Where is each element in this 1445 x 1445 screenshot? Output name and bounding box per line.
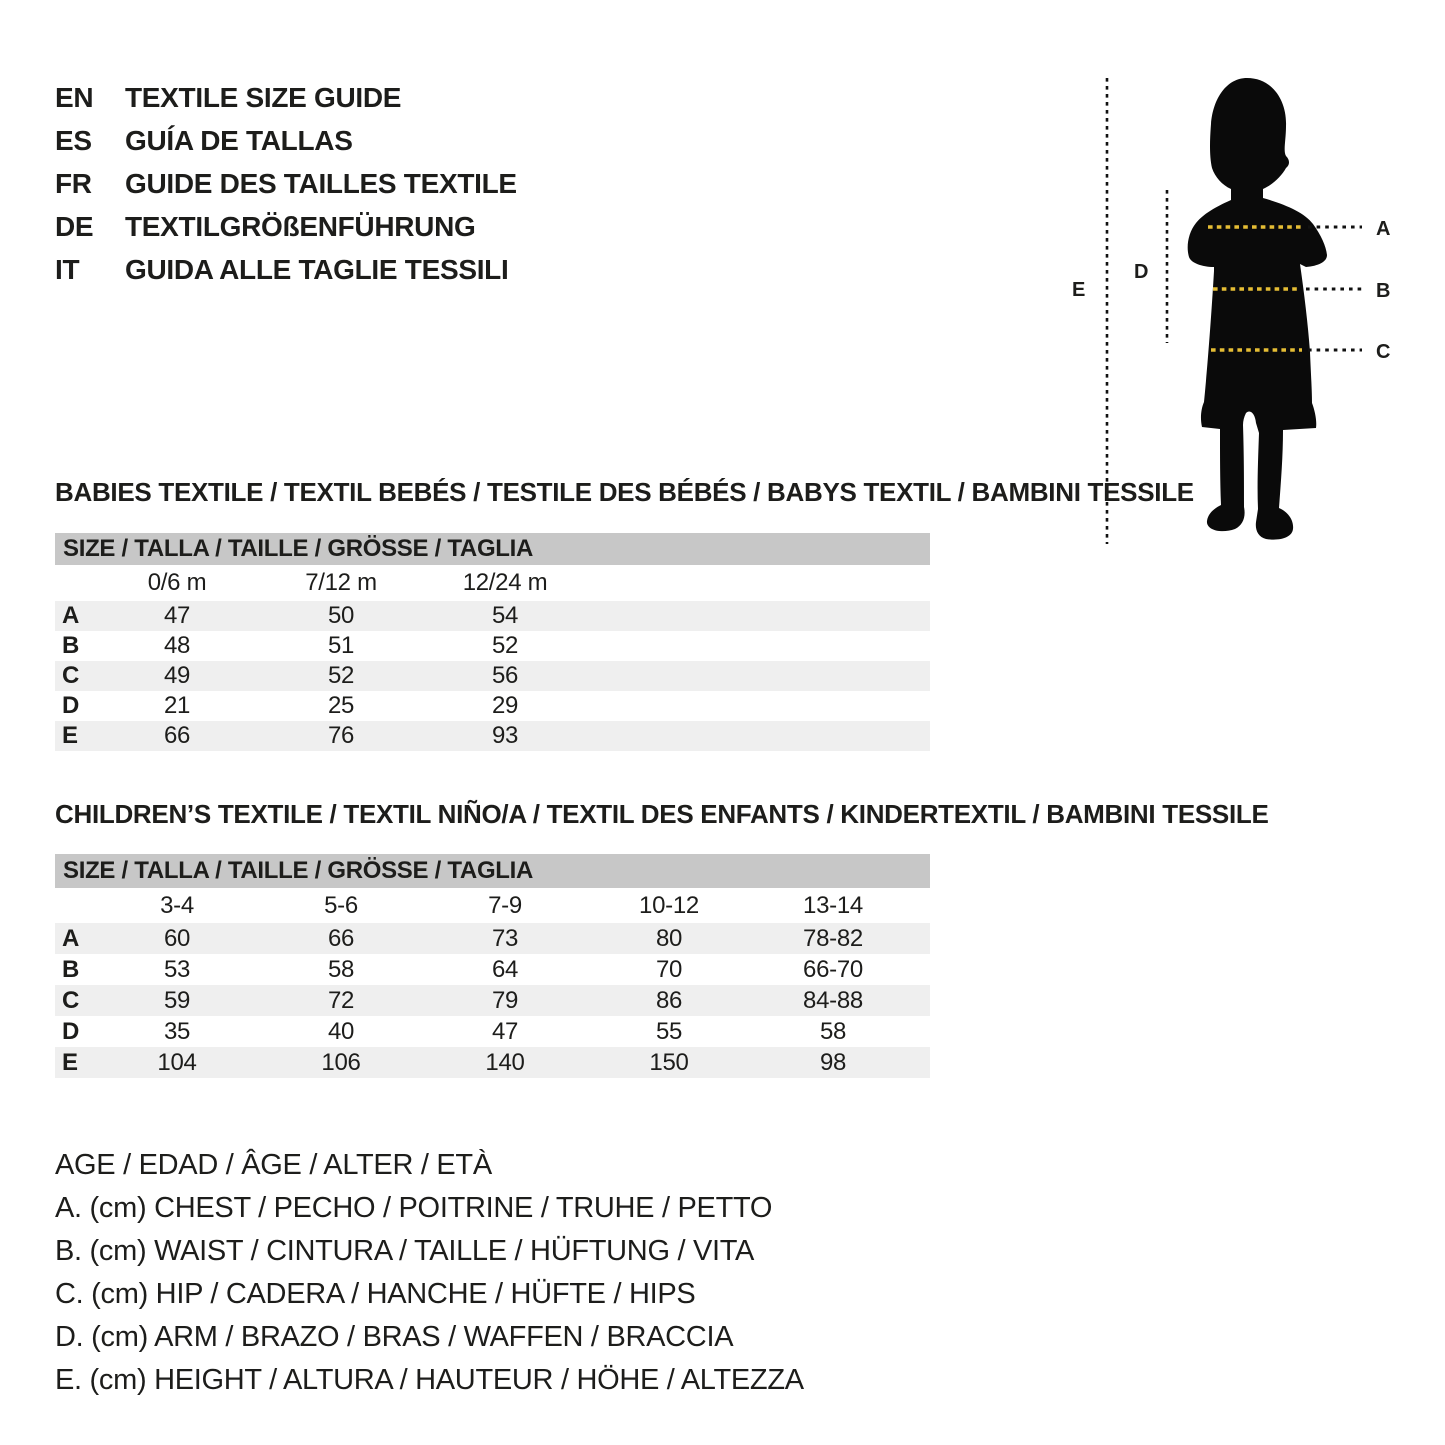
children-section-title: CHILDREN’S TEXTILE / TEXTIL NIÑO/A / TEXTIL DES ENFANTS / KINDERTEXTIL / BAMBINI TESSILE bbox=[55, 799, 1269, 829]
cell-value: 104 bbox=[157, 1048, 197, 1076]
column-header: 0/6 m bbox=[147, 569, 207, 596]
cell-value: 60 bbox=[163, 924, 191, 952]
measurement-legend bbox=[55, 1144, 804, 1402]
children-size-table bbox=[55, 888, 930, 1078]
lang-row-fr bbox=[55, 162, 517, 205]
row-label: B bbox=[62, 955, 80, 983]
lang-row-es bbox=[55, 119, 517, 162]
lang-row-en bbox=[55, 76, 517, 119]
table-row-b bbox=[55, 631, 930, 661]
cell-value: 79 bbox=[491, 986, 519, 1014]
legend-line-age: AGE / EDAD / ÂGE / ALTER / ETÀ bbox=[55, 1149, 492, 1181]
child-silhouette bbox=[1188, 78, 1327, 540]
cell-value: 51 bbox=[327, 632, 355, 659]
cell-value: 53 bbox=[163, 955, 191, 983]
lang-code: FR bbox=[55, 167, 92, 199]
lang-row-de bbox=[55, 205, 517, 248]
column-header: 5-6 bbox=[324, 891, 358, 919]
table-row-d bbox=[55, 1016, 930, 1047]
babies-section-title: BABIES TEXTILE / TEXTIL BEBÉS / TESTILE DES BÉBÉS / BABYS TEXTIL / BAMBINI TESSILE bbox=[55, 477, 1194, 507]
children-table-header-row bbox=[55, 888, 930, 923]
cell-value: 66 bbox=[327, 924, 355, 952]
cell-value: 55 bbox=[655, 1017, 683, 1045]
table-row-e bbox=[55, 1047, 930, 1078]
row-label: D bbox=[62, 692, 80, 719]
cell-value: 140 bbox=[485, 1048, 525, 1076]
cell-value: 78-82 bbox=[803, 924, 863, 952]
cell-value: 80 bbox=[655, 924, 683, 952]
column-header: 3-4 bbox=[160, 891, 194, 919]
legend-line-waist: B. (cm) WAIST / CINTURA / TAILLE / HÜFTUNG / VITA bbox=[55, 1235, 755, 1267]
lang-code: ES bbox=[55, 124, 92, 156]
cell-value: 40 bbox=[327, 1017, 355, 1045]
row-label: B bbox=[62, 632, 80, 659]
table-row-e bbox=[55, 721, 930, 751]
row-label: E bbox=[62, 1048, 78, 1076]
row-label: A bbox=[62, 924, 80, 952]
cell-value: 56 bbox=[491, 662, 519, 689]
cell-value: 50 bbox=[327, 602, 355, 629]
lang-row-it bbox=[55, 248, 517, 291]
cell-value: 73 bbox=[491, 924, 519, 952]
row-label: D bbox=[62, 1017, 80, 1045]
cell-value: 52 bbox=[491, 632, 519, 659]
figure-label-b: B bbox=[1376, 280, 1391, 302]
column-header: 13-14 bbox=[803, 891, 863, 919]
cell-value: 64 bbox=[491, 955, 519, 983]
lang-title: TEXTILGRÖßENFÜHRUNG bbox=[125, 210, 476, 242]
table-row-a bbox=[55, 601, 930, 631]
cell-value: 58 bbox=[819, 1017, 847, 1045]
cell-value: 72 bbox=[327, 986, 355, 1014]
table-row-b bbox=[55, 954, 930, 985]
figure-label-e: E bbox=[1072, 279, 1086, 301]
legend-line-arm: D. (cm) ARM / BRAZO / BRAS / WAFFEN / BRACCIA bbox=[55, 1321, 734, 1353]
cell-value: 49 bbox=[163, 662, 191, 689]
cell-value: 66-70 bbox=[803, 955, 863, 983]
cell-value: 98 bbox=[819, 1048, 847, 1076]
cell-value: 35 bbox=[163, 1017, 191, 1045]
lang-title: GUIDA ALLE TAGLIE TESSILI bbox=[125, 253, 509, 285]
row-label: C bbox=[62, 986, 80, 1014]
lang-code: DE bbox=[55, 210, 94, 242]
column-header: 12/24 m bbox=[462, 569, 548, 596]
cell-value: 25 bbox=[327, 692, 355, 719]
language-title-block bbox=[55, 76, 517, 291]
cell-value: 47 bbox=[491, 1017, 519, 1045]
cell-value: 58 bbox=[327, 955, 355, 983]
cell-value: 47 bbox=[163, 602, 191, 629]
cell-value: 86 bbox=[655, 986, 683, 1014]
table-row-d bbox=[55, 691, 930, 721]
cell-value: 150 bbox=[649, 1048, 689, 1076]
lang-code: EN bbox=[55, 81, 94, 113]
lang-title: TEXTILE SIZE GUIDE bbox=[125, 81, 402, 113]
column-header: 7-9 bbox=[488, 891, 522, 919]
table-row-c bbox=[55, 661, 930, 691]
lang-title: GUÍA DE TALLAS bbox=[125, 124, 353, 156]
children-size-band: SIZE / TALLA / TAILLE / GRÖSSE / TAGLIA bbox=[55, 854, 930, 888]
lang-title: GUIDE DES TAILLES TEXTILE bbox=[125, 167, 517, 199]
cell-value: 66 bbox=[163, 722, 191, 749]
cell-value: 84-88 bbox=[803, 986, 863, 1014]
lang-code: IT bbox=[55, 253, 80, 285]
table-row-a bbox=[55, 923, 930, 954]
cell-value: 52 bbox=[327, 662, 355, 689]
row-label: C bbox=[62, 662, 80, 689]
cell-value: 21 bbox=[163, 692, 191, 719]
measurement-figure-svg bbox=[1050, 60, 1445, 600]
measurement-figure bbox=[1050, 60, 1445, 600]
figure-label-d: D bbox=[1134, 261, 1149, 283]
cell-value: 59 bbox=[163, 986, 191, 1014]
cell-value: 54 bbox=[491, 602, 519, 629]
row-label: E bbox=[62, 722, 78, 749]
legend-line-chest: A. (cm) CHEST / PECHO / POITRINE / TRUHE / PETTO bbox=[55, 1192, 773, 1224]
cell-value: 106 bbox=[321, 1048, 361, 1076]
legend-line-hip: C. (cm) HIP / CADERA / HANCHE / HÜFTE / HIPS bbox=[55, 1278, 696, 1310]
babies-size-table bbox=[55, 565, 930, 751]
legend-line-height: E. (cm) HEIGHT / ALTURA / HAUTEUR / HÖHE / ALTEZZA bbox=[55, 1364, 804, 1396]
column-header: 10-12 bbox=[639, 891, 699, 919]
cell-value: 29 bbox=[491, 692, 519, 719]
figure-label-c: C bbox=[1376, 341, 1391, 363]
cell-value: 70 bbox=[655, 955, 683, 983]
cell-value: 93 bbox=[491, 722, 519, 749]
babies-size-band: SIZE / TALLA / TAILLE / GRÖSSE / TAGLIA bbox=[55, 533, 930, 565]
column-header: 7/12 m bbox=[305, 569, 377, 596]
babies-table-header-row bbox=[55, 565, 930, 601]
figure-label-a: A bbox=[1376, 218, 1391, 240]
row-label: A bbox=[62, 602, 80, 629]
table-row-c bbox=[55, 985, 930, 1016]
cell-value: 76 bbox=[327, 722, 355, 749]
cell-value: 48 bbox=[163, 632, 191, 659]
